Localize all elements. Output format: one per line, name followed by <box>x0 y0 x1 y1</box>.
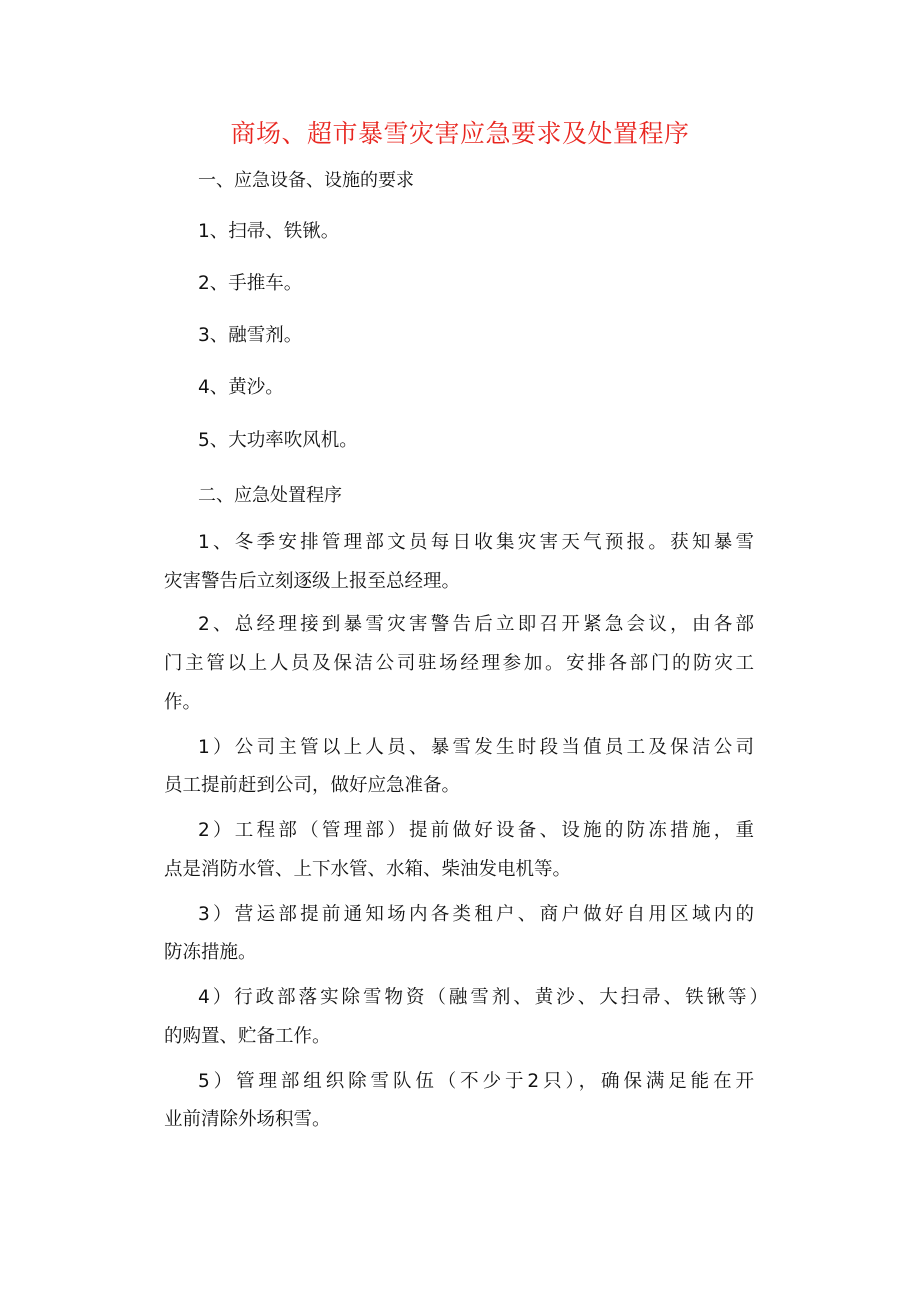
procedure-line: 灾害警告后立刻逐级上报至总经理。 <box>164 571 461 592</box>
procedure-line: 3）营运部提前通知场内各类租户、商户做好自用区域内的 <box>198 904 754 925</box>
equipment-item: 5、大功率吹风机。 <box>198 430 358 451</box>
equipment-item: 3、融雪剂。 <box>198 325 303 346</box>
equipment-item: 2、手推车。 <box>198 273 303 294</box>
procedure-line: 作。 <box>164 692 202 713</box>
procedure-line: 5）管理部组织除雪队伍（不少于2只），确保满足能在开 <box>198 1071 754 1092</box>
procedure-line: 点是消防水管、上下水管、水箱、柴油发电机等。 <box>164 859 572 880</box>
procedure-line: 4）行政部落实除雪物资（融雪剂、黄沙、大扫帚、铁锹等） <box>198 987 768 1008</box>
section-heading-procedure: 二、应急处置程序 <box>198 485 342 506</box>
procedure-line: 的购置、贮备工作。 <box>164 1026 331 1047</box>
equipment-item: 1、扫帚、铁锹。 <box>198 221 340 242</box>
equipment-item: 4、黄沙。 <box>198 377 284 398</box>
procedure-line: 防冻措施。 <box>164 942 257 963</box>
procedure-line: 2、总经理接到暴雪灾害警告后立即召开紧急会议，由各部 <box>198 614 754 635</box>
procedure-line: 门主管以上人员及保洁公司驻场经理参加。安排各部门的防灾工 <box>164 653 754 674</box>
procedure-line: 员工提前赶到公司，做好应急准备。 <box>164 775 461 796</box>
procedure-line: 1、冬季安排管理部文员每日收集灾害天气预报。获知暴雪 <box>198 532 754 553</box>
procedure-line: 1）公司主管以上人员、暴雪发生时段当值员工及保洁公司 <box>198 737 754 758</box>
section-heading-equipment: 一、应急设备、设施的要求 <box>198 170 414 191</box>
document-title: 商场、超市暴雪灾害应急要求及处置程序 <box>230 119 690 148</box>
procedure-line: 2）工程部（管理部）提前做好设备、设施的防冻措施，重 <box>198 820 754 841</box>
procedure-line: 业前清除外场积雪。 <box>164 1109 331 1130</box>
